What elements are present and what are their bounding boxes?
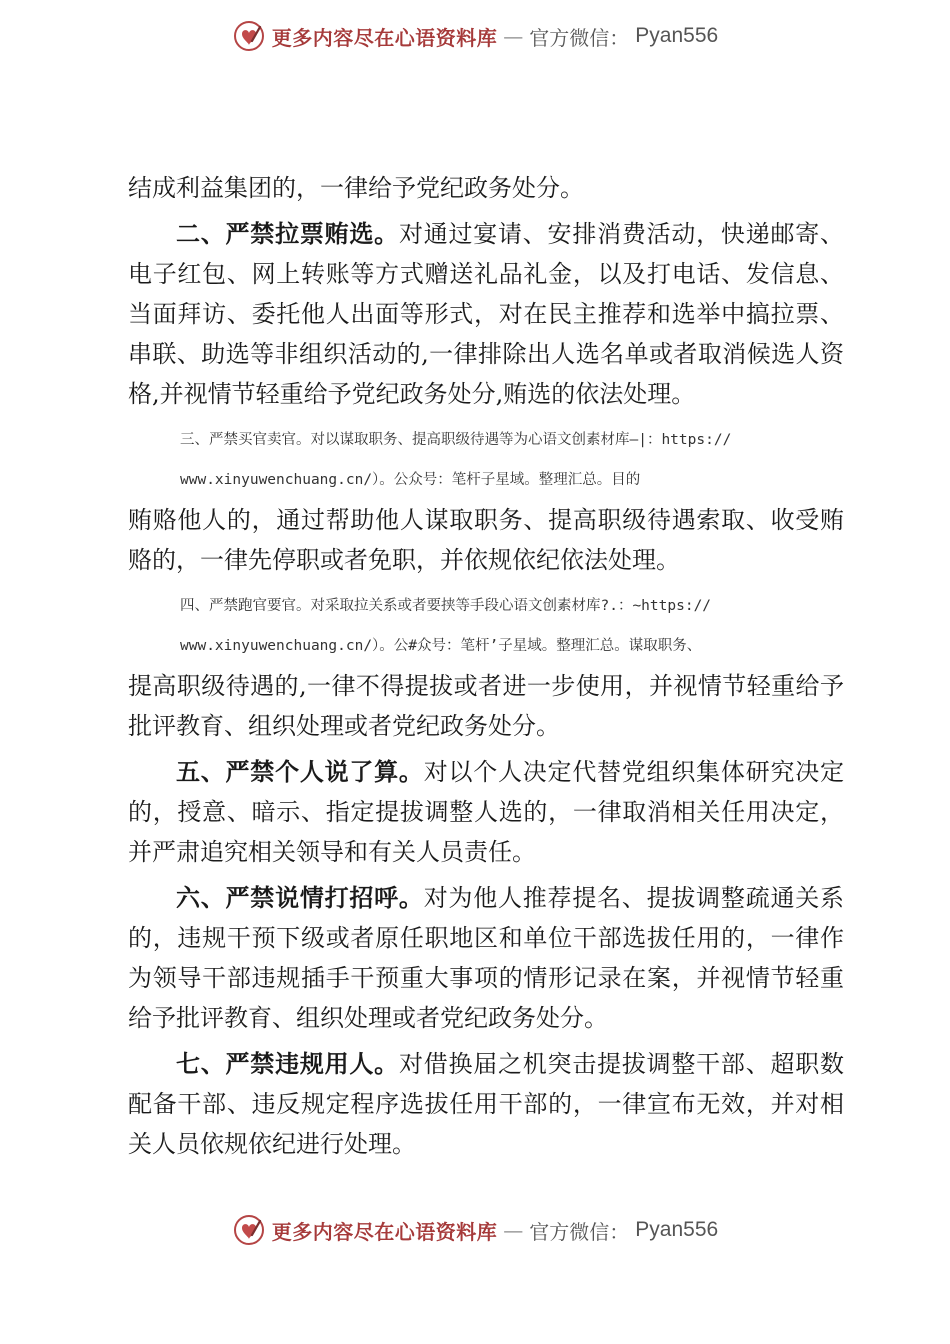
paragraph-item-6: [128, 878, 844, 1038]
footer-watermark: [0, 1208, 950, 1252]
watermark-separator: —: [503, 1218, 524, 1242]
item-6-heading: 六、严禁说情打招呼。: [176, 884, 424, 912]
heart-pen-logo-icon: [232, 1213, 266, 1247]
item-5-text: 对以个人决定代替党组织集体研究决定的，授意、暗示、指定提拔调整人选的，一律取消相关任用决定，并严肃追究相关领导和有关人员责任。: [128, 758, 845, 866]
item-6-text: 对为他人推荐提名、提拔调整疏通关系的，违规干预下级或者原任职地区和单位干部选拔任用的，一律作为领导干部违规插手干预重大事项的情形记录在案，并视情节轻重给予批评教育、组织处理或者党纪政务处分。: [128, 884, 845, 1032]
item-2-text: 对通过宴请、安排消费活动，快递邮寄、电子红包、网上转账等方式赠送礼品礼金，以及打电话、发信息、当面拜访、委托他人出面等形式，对在民主推荐和选举中搞拉票、串联、助选等非组织活动的,一律排除出人选名单或者取消候选人资格,并视情节轻重给予党纪政务处分,贿选的依法处理。: [128, 220, 845, 408]
item-7-text: 对借换届之机突击提拔调整干部、超职数配备干部、违反规定程序选拔任用干部的，一律宣布无效，并对相关人员依规依纪进行处理。: [128, 1050, 845, 1158]
item-3-small-line-2: www.xinyuwenchuang.cn/）。公众号：笔杆子星域。整理汇总。目的: [180, 472, 641, 488]
item-3-small-line-1: 三、严禁买官卖官。对以谋取职务、提高职级待遇等为心语文创素材库—|：https://: [180, 432, 732, 448]
paragraph-item-2: [128, 214, 844, 414]
item-4-small-line-1: 四、严禁跑官要官。对采取拉关系或者要挟等手段心语文创素材库?.：~https://: [180, 598, 712, 614]
watermark-brand: 更多内容尽在心语资料库: [271, 25, 498, 50]
item-4-small-line-2: www.xinyuwenchuang.cn/）。公#众号：笔杆’子星域。整理汇总。谋取职务、: [180, 638, 702, 654]
paragraph-continuation: 结成利益集团的，一律给予党纪政务处分。: [128, 174, 584, 202]
item-3-continuation: 贿赂他人的，通过帮助他人谋取职务、提高职级待遇索取、收受贿赂的，一律先停职或者免职，并依规依纪依法处理。: [128, 506, 844, 574]
header-watermark: [0, 14, 950, 58]
watermark-wechat-id: Pyan556: [635, 24, 719, 47]
paragraph-item-5: [128, 752, 844, 872]
item-2-heading: 二、严禁拉票贿选。: [176, 220, 399, 248]
watermark-separator: —: [503, 24, 524, 48]
document-body: [128, 168, 844, 1164]
watermark-label: 官方微信：: [529, 1219, 630, 1244]
item-7-heading: 七、严禁违规用人。: [176, 1050, 399, 1078]
item-5-heading: 五、严禁个人说了算。: [176, 758, 424, 786]
watermark-wechat-id: Pyan556: [635, 1218, 719, 1241]
watermark-brand: 更多内容尽在心语资料库: [271, 1219, 498, 1244]
heart-pen-logo-icon: [232, 19, 266, 53]
item-4-continuation: 提高职级待遇的,一律不得提拔或者进一步使用，并视情节轻重给予批评教育、组织处理或者党纪政务处分。: [128, 672, 844, 740]
watermark-label: 官方微信：: [529, 25, 630, 50]
paragraph-item-7: [128, 1044, 844, 1164]
